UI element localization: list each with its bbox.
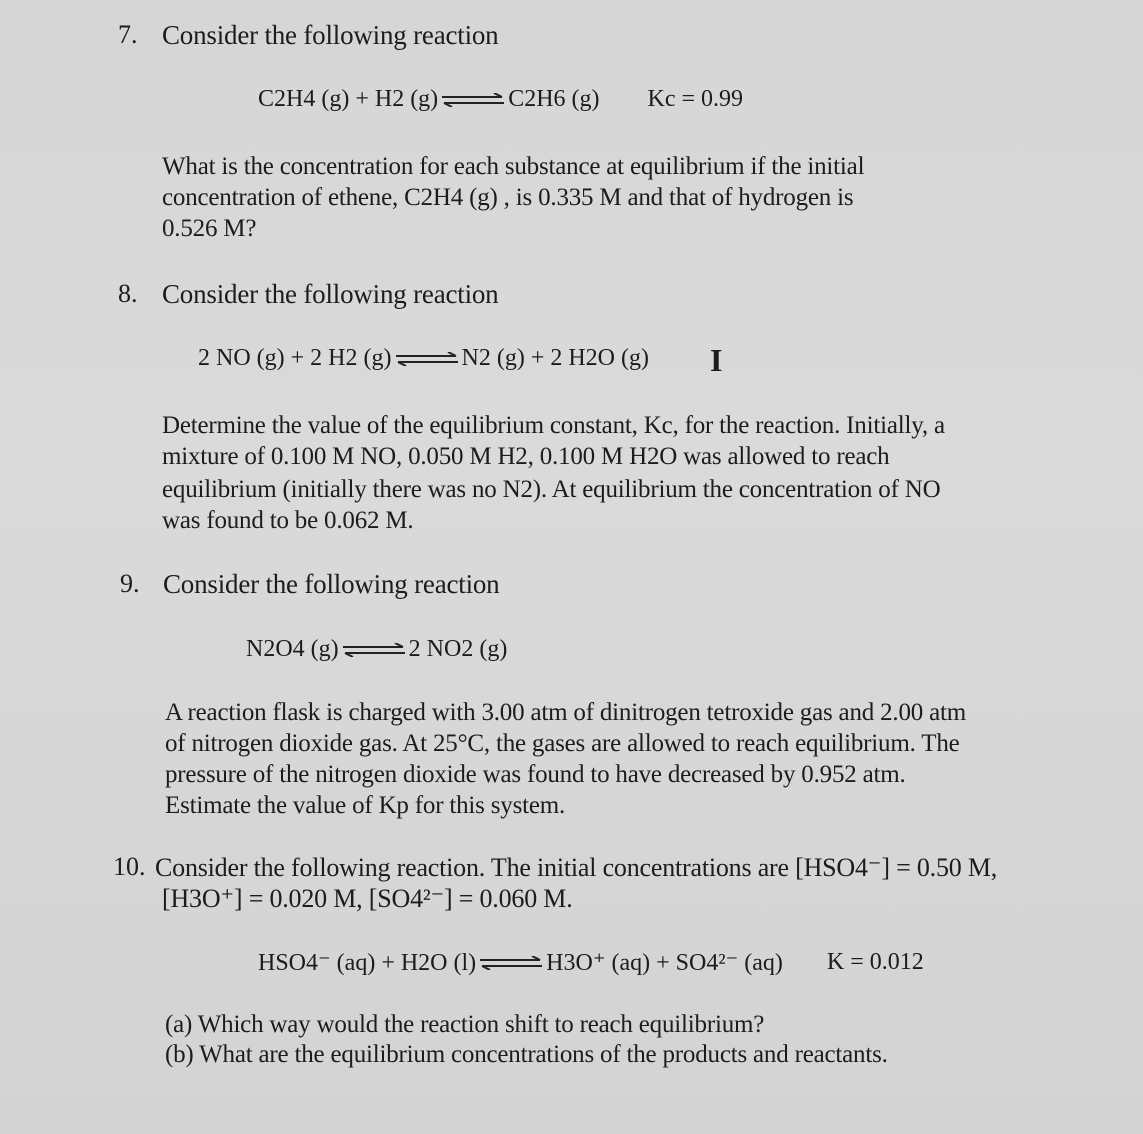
text-cursor-icon: I <box>710 342 723 378</box>
q9-equation <box>246 636 507 663</box>
q10-eq-k: K = 0.012 <box>826 949 924 975</box>
q7-eq-left: C2H4 (g) + H2 (g) <box>258 86 439 112</box>
q8-number: 8. <box>118 279 138 308</box>
q10-eq-left: HSO4⁻ (aq) + H2O (l) <box>258 950 477 976</box>
q8-equation <box>198 345 649 372</box>
q7-eq-k: Kc = 0.99 <box>647 86 744 112</box>
q7-number: 7. <box>118 20 138 49</box>
q8-text-line-1: Determine the value of the equilibrium constant, Kc, for the reaction. Initially, a <box>162 412 945 439</box>
q8-text-line-4: was found to be 0.062 M. <box>162 507 414 534</box>
q7-text-line-1: What is the concentration for each substance at equilibrium if the initial <box>162 153 865 180</box>
q8-eq-left: 2 NO (g) + 2 H2 (g) <box>198 345 392 371</box>
q9-eq-right: 2 NO2 (g) <box>408 636 508 662</box>
q8-text-line-3: equilibrium (initially there was no N2). At equilibrium the concentration of NO <box>162 476 941 503</box>
q10-part-a: (a) Which way would the reaction shift to reach equilibrium? <box>165 1011 765 1038</box>
q10-equation <box>258 948 924 977</box>
q8-text-line-2: mixture of 0.100 M NO, 0.050 M H2, 0.100 M H2O was allowed to reach <box>162 443 890 470</box>
q7-title: Consider the following reaction <box>162 20 499 50</box>
q8-title: Consider the following reaction <box>162 279 499 309</box>
equilibrium-arrow-icon <box>343 643 405 657</box>
q7-text-line-2: concentration of ethene, C2H4 (g) , is 0.335 M and that of hydrogen is <box>162 184 854 211</box>
q9-number: 9. <box>120 569 140 598</box>
q9-eq-left: N2O4 (g) <box>246 636 339 662</box>
q10-number: 10. <box>113 852 146 881</box>
q10-part-b: (b) What are the equilibrium concentrations of the products and reactants. <box>165 1041 888 1068</box>
q7-text-line-3: 0.526 M? <box>162 215 257 242</box>
q9-text-line-2: of nitrogen dioxide gas. At 25°C, the gases are allowed to reach equilibrium. The <box>165 730 960 757</box>
q7-equation <box>258 86 743 113</box>
equilibrium-arrow-icon <box>396 352 458 366</box>
q8-eq-right: N2 (g) + 2 H2O (g) <box>461 345 649 371</box>
q9-text-line-3: pressure of the nitrogen dioxide was found to have decreased by 0.952 atm. <box>165 761 906 788</box>
q10-title-line-1: Consider the following reaction. The initial concentrations are [HSO4⁻] = 0.50 M, <box>155 853 998 882</box>
q9-title: Consider the following reaction <box>163 569 500 599</box>
q10-eq-right: H3O⁺ (aq) + SO4²⁻ (aq) <box>546 950 783 976</box>
q9-text-line-4: Estimate the value of Kp for this system. <box>165 792 566 819</box>
q7-eq-right: C2H6 (g) <box>508 86 600 112</box>
q10-title-line-2: [H3O⁺] = 0.020 M, [SO4²⁻] = 0.060 M. <box>162 884 573 913</box>
q9-text-line-1: A reaction flask is charged with 3.00 atm of dinitrogen tetroxide gas and 2.00 atm <box>165 699 966 726</box>
equilibrium-arrow-icon <box>480 956 542 970</box>
equilibrium-arrow-icon <box>442 93 504 107</box>
